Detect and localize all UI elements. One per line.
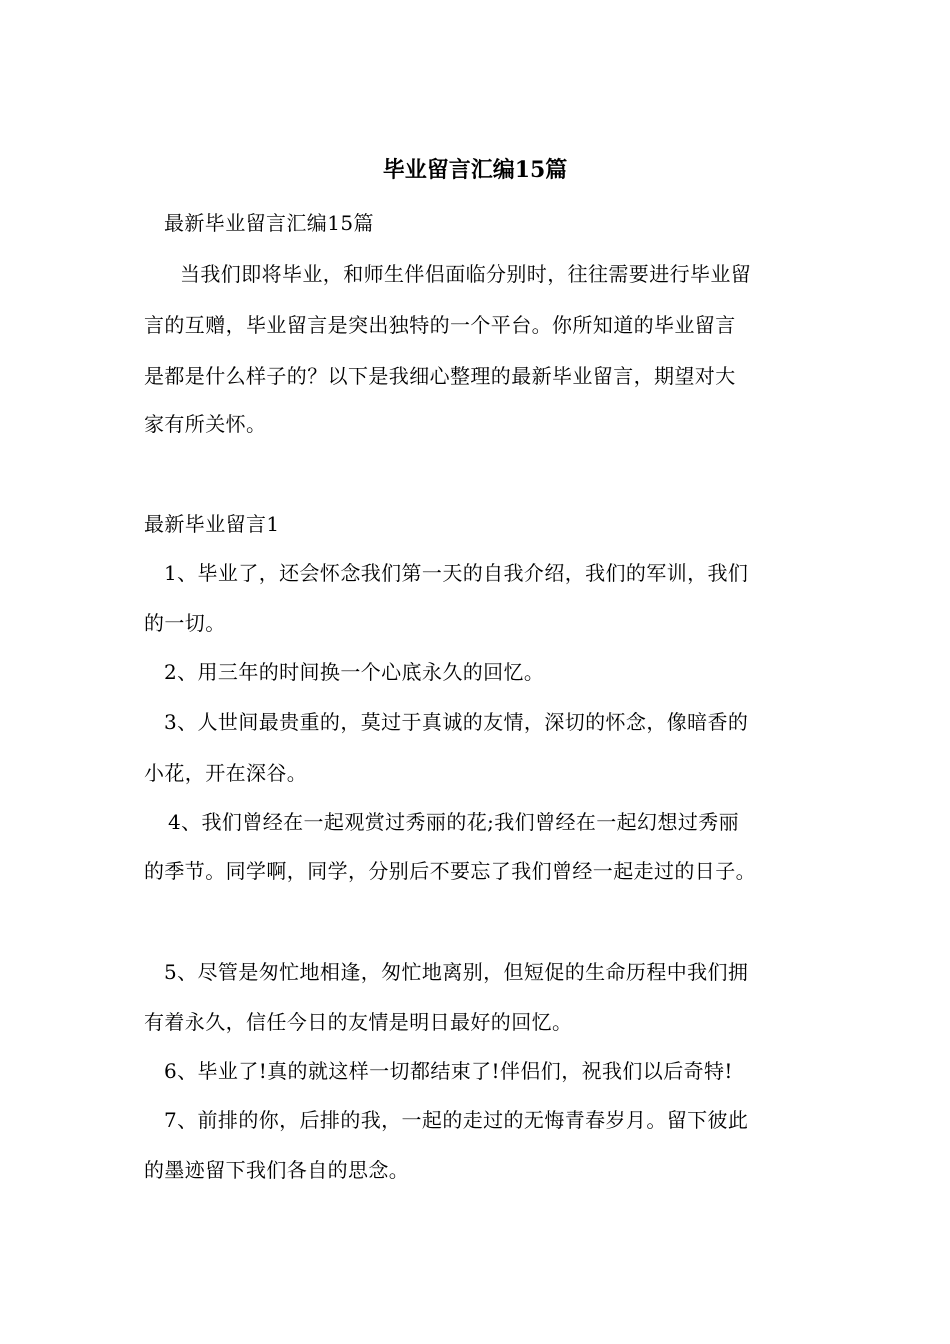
list-item-line: 2、用三年的时间换一个心底永久的回忆。 — [164, 660, 545, 684]
list-item-line: 6、毕业了!真的就这样一切都结束了!伴侣们，祝我们以后奇特! — [164, 1059, 733, 1083]
document-title: 毕业留言汇编15篇 — [382, 157, 568, 183]
list-item-line: 1、毕业了，还会怀念我们第一天的自我介绍，我们的军训，我们 — [164, 561, 749, 585]
list-item-line: 3、人世间最贵重的，莫过于真诚的友情，深切的怀念，像暗香的 — [164, 710, 749, 734]
intro-line: 是都是什么样子的？以下是我细心整理的最新毕业留言，期望对大 — [144, 364, 736, 388]
intro-line: 当我们即将毕业，和师生伴侣面临分别时，往往需要进行毕业留 — [180, 262, 752, 286]
document-subtitle: 最新毕业留言汇编15篇 — [164, 211, 374, 235]
list-item-line: 4、我们曾经在一起观赏过秀丽的花;我们曾经在一起幻想过秀丽 — [168, 810, 740, 834]
list-item-line: 有着永久，信任今日的友情是明日最好的回忆。 — [144, 1010, 573, 1034]
list-item-line: 的季节。同学啊，同学，分别后不要忘了我们曾经一起走过的日子。 — [144, 859, 756, 883]
list-item-line: 5、尽管是匆忙地相逢，匆忙地离别，但短促的生命历程中我们拥 — [164, 960, 749, 984]
intro-line: 言的互赠，毕业留言是突出独特的一个平台。你所知道的毕业留言 — [144, 313, 736, 337]
list-item-line: 小花，开在深谷。 — [144, 761, 308, 785]
list-item-line: 7、前排的你，后排的我，一起的走过的无悔青春岁月。留下彼此 — [164, 1108, 749, 1132]
list-item-line: 的墨迹留下我们各自的思念。 — [144, 1158, 410, 1182]
list-item-line: 的一切。 — [144, 611, 226, 635]
intro-line: 家有所关怀。 — [144, 412, 267, 436]
section-heading: 最新毕业留言1 — [144, 512, 280, 536]
